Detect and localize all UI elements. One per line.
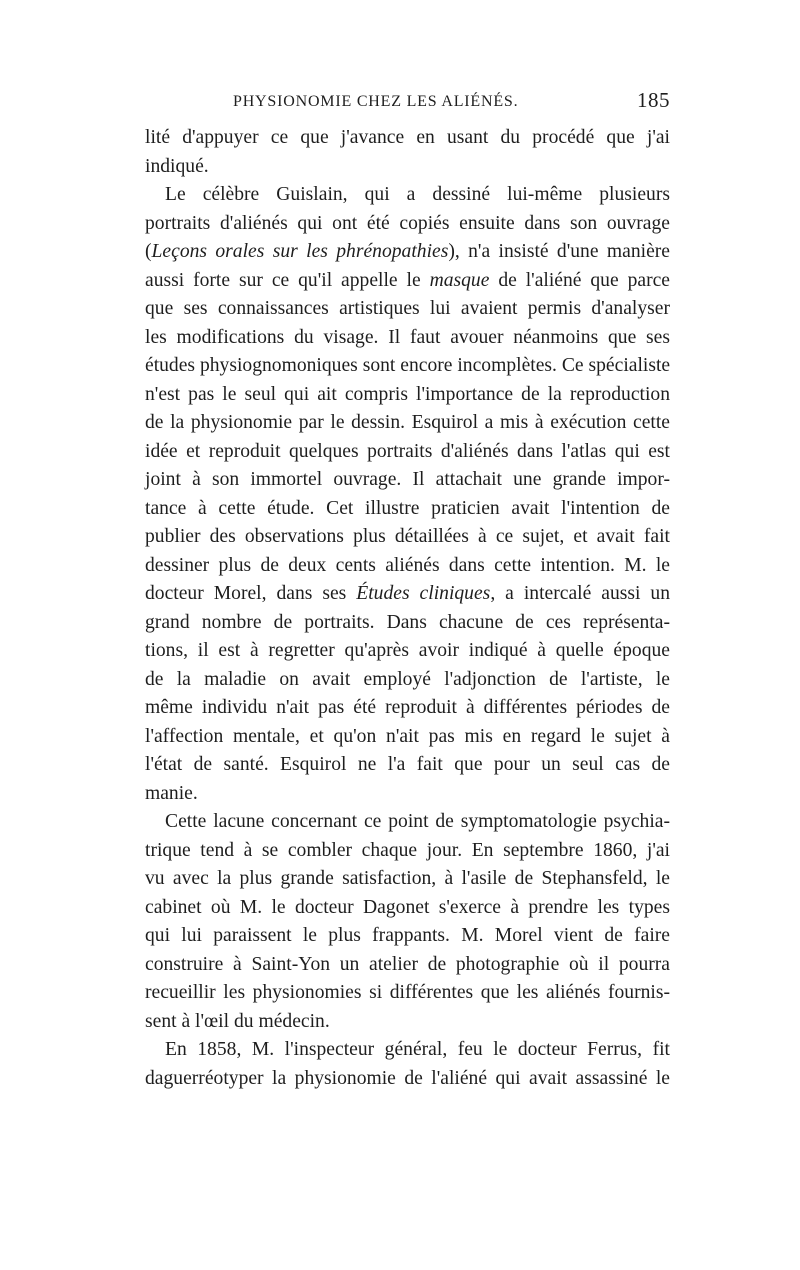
text-line: manie. <box>145 782 198 804</box>
text-line: publier des observations plus détaillées à ce sujet, et avait fait <box>145 526 670 547</box>
running-header <box>145 88 670 124</box>
book-title: Études cliniques <box>356 583 491 604</box>
text-line: n'est pas le seul qui ait compris l'importance de la reproduction <box>145 383 670 405</box>
text-line: En 1858, M. l'inspecteur général, feu le docteur Ferrus, fit <box>165 1039 670 1060</box>
text-segment: , a intercalé aussi un <box>490 583 670 604</box>
text-line: les modifications du visage. Il faut avouer néanmoins que ses <box>145 326 670 348</box>
emphasized-term: masque <box>429 269 490 291</box>
text-segment: ), n'a insisté d'une manière <box>448 241 670 262</box>
text-line: recueillir les physionomies si différentes que les aliénés fournis- <box>145 982 670 1003</box>
text-line: tance à cette étude. Cet illustre praticien avait l'intention de <box>145 497 670 519</box>
text-line <box>145 238 670 267</box>
text-line: grand nombre de portraits. Dans chacune de ces représenta- <box>145 611 670 633</box>
text-line: indiqué. <box>145 155 209 177</box>
text-line: l'affection mentale, et qu'on n'ait pas mis en regard le sujet à <box>145 725 670 747</box>
text-line: daguerréotyper la physionomie de l'aliéné qui avait assassiné le <box>145 1067 670 1089</box>
text-segment: docteur Morel, dans ses <box>145 583 357 604</box>
text-segment: de l'aliéné que parce <box>489 269 670 291</box>
text-line: construire à Saint-Yon un atelier de photographie où il pourra <box>145 953 670 975</box>
text-line: cabinet où M. le docteur Dagonet s'exerce à prendre les types <box>145 896 670 918</box>
text-line: même individu n'ait pas été reproduit à différentes périodes de <box>145 697 670 718</box>
running-title: PHYSIONOMIE CHEZ LES ALIÉNÉS. <box>233 93 519 110</box>
page-number: 185 <box>637 88 670 112</box>
body-text <box>145 124 670 1093</box>
text-line: idée et reproduit quelques portraits d'aliénés dans l'atlas qui est <box>145 440 670 462</box>
text-segment: aussi forte sur ce qu'il appelle le <box>145 269 430 291</box>
text-line: de la maladie on avait employé l'adjonction de l'artiste, le <box>145 668 670 690</box>
text-line: dessiner plus de deux cents aliénés dans cette intention. M. le <box>145 554 670 576</box>
text-line <box>145 580 670 609</box>
book-title: Leçons orales sur les phrénopathies <box>151 241 449 262</box>
text-line: lité d'appuyer ce que j'avance en usant du procédé que j'ai <box>145 127 670 148</box>
book-page <box>145 88 670 1093</box>
text-line: portraits d'aliénés qui ont été copiés ensuite dans son ouvrage <box>145 212 670 234</box>
text-line: trique tend à se combler chaque jour. En septembre 1860, j'ai <box>145 839 670 861</box>
text-line: sent à l'œil du médecin. <box>145 1010 330 1032</box>
text-line: Le célèbre Guislain, qui a dessiné lui-même plusieurs <box>165 184 670 205</box>
text-line: Cette lacune concernant ce point de symptomatologie psychia- <box>165 811 670 832</box>
text-line: de la physionomie par le dessin. Esquirol a mis à exécution cette <box>145 412 670 433</box>
text-line: l'état de santé. Esquirol ne l'a fait que pour un seul cas de <box>145 754 670 775</box>
text-line: tions, il est à regretter qu'après avoir indiqué à quelle époque <box>145 640 670 661</box>
text-line: vu avec la plus grande satisfaction, à l'asile de Stephansfeld, le <box>145 868 670 889</box>
text-segment: ( <box>145 241 152 262</box>
text-line <box>145 267 670 296</box>
text-line: que ses connaissances artistiques lui avaient permis d'analyser <box>145 298 670 319</box>
text-line: qui lui paraissent le plus frappants. M. Morel vient de faire <box>145 925 670 946</box>
text-line: joint à son immortel ouvrage. Il attachait une grande impor- <box>145 469 670 490</box>
text-line: études physiognomoniques sont encore incomplètes. Ce spécialiste <box>145 355 671 376</box>
